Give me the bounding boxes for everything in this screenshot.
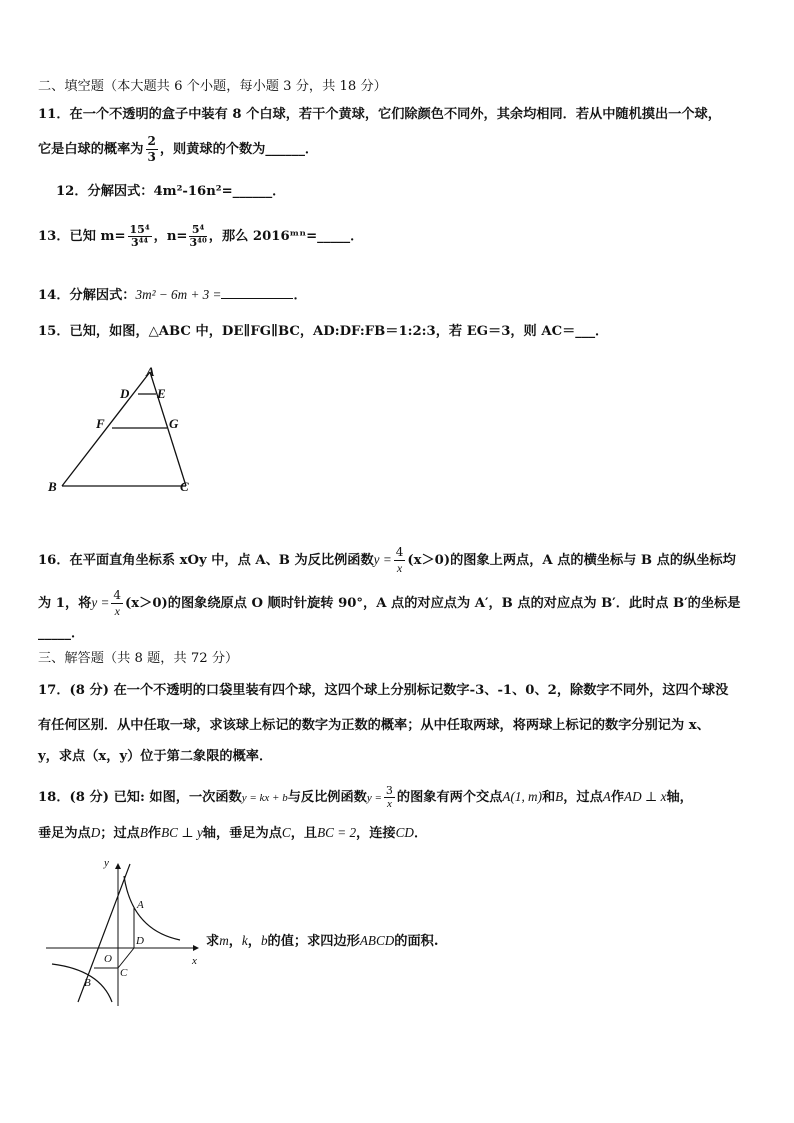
- hyperbola-branch-1: [124, 876, 180, 940]
- q18-point-a: A(1, m): [502, 789, 542, 804]
- q18-line1: [38, 785, 693, 810]
- label-b: B: [84, 977, 91, 989]
- label-g: G: [169, 416, 179, 431]
- label-f: F: [96, 416, 105, 431]
- q13-n-fraction: [189, 224, 206, 249]
- q18-var-b: b: [260, 933, 268, 948]
- q16-frac-num-2: 4: [113, 588, 122, 602]
- q16-fraction: [394, 545, 406, 576]
- q11-frac-den: 3: [147, 150, 156, 164]
- q16-line2-pre: 为 1，将: [38, 596, 92, 611]
- q18-line2-mid5: ，连接: [356, 826, 396, 841]
- q18-point-c: C: [281, 825, 291, 840]
- q18-line2-mid3: 轴，垂足为点: [202, 826, 282, 841]
- q18-ad-perp: AD ⊥ x: [624, 789, 667, 804]
- q18-task-mid: 的值；求四边形: [267, 934, 360, 949]
- q18-line2-pre: 垂足为点: [38, 826, 91, 841]
- q13-m-fraction: [128, 224, 152, 249]
- q13-post: ，那么 2016ᵐⁿ=_____．: [208, 229, 364, 244]
- q18-point-b: B: [555, 789, 564, 804]
- section-3-title: 三、解答题（共 8 题，共 72 分）: [38, 651, 239, 666]
- q13-n-num: 5⁴: [189, 224, 206, 237]
- q16-line1-post: (x＞0)的图象上两点，A 点的横坐标与 B 点的纵坐标均: [407, 553, 736, 568]
- q18-bc-eq: BC = 2: [317, 825, 357, 840]
- q16-y-eq: y =: [373, 552, 392, 567]
- q13-m-num: 15⁴: [129, 223, 150, 236]
- q18-frac-den: x: [386, 798, 392, 810]
- q18-line2-end: ．: [413, 826, 428, 841]
- q13-pre: 13．已知 m=: [38, 229, 126, 244]
- q18-line1-mid5: 作: [610, 790, 625, 805]
- q18-point-a-2: A: [602, 789, 611, 804]
- q18-task-end: 的面积.: [394, 934, 439, 949]
- hyperbola-branch-3: [52, 964, 112, 1002]
- q18-cd: CD: [395, 825, 414, 840]
- q18-frac-num: 3: [385, 784, 393, 797]
- q18-sep2: ，: [247, 934, 261, 949]
- q18-line1-pre: 18．(8 分) 已知: 如图，一次函数: [38, 790, 242, 805]
- q18-line2-mid2: 作: [147, 826, 162, 841]
- q16-line2-post: (x＞0)的图象绕原点 O 顺时针旋转 90°，A 点的对应点为 A′，B 点的对应点为 B′．此时点 B′的坐标是: [125, 596, 741, 611]
- q18-y-eq: y =: [366, 792, 382, 804]
- label-x: x: [192, 955, 197, 967]
- q18-bc-perp: BC ⊥ y: [161, 825, 203, 840]
- q18-point-d: D: [90, 825, 101, 840]
- edge-ac: [150, 372, 186, 486]
- q16-frac-num: 4: [395, 545, 404, 559]
- label-o: O: [104, 953, 112, 965]
- label-a: A: [137, 899, 144, 911]
- q14-blank: [221, 286, 293, 299]
- q18-task-pre: 求: [206, 934, 220, 949]
- q18-linear-fn: y = kx + b: [241, 792, 288, 804]
- q14-post: ．: [293, 288, 307, 303]
- q18-line2-mid: ；过点: [100, 826, 140, 841]
- q18-task: [206, 932, 438, 951]
- q18-fraction: [384, 785, 395, 810]
- q15-triangle-figure: [40, 362, 220, 502]
- q15-text: 15．已知，如图，△ABC 中，DE∥FG∥BC，AD:DF:FB＝1:2:3，若 EG＝3，则 AC＝___．: [38, 324, 609, 339]
- q18-coordinate-figure: [42, 852, 212, 1012]
- label-e: E: [157, 386, 166, 401]
- q17-line2: 有任何区别．从中任取一球，求该球上标记的数字为正数的概率；从中任取两球，将两球上标记的数字分别记为 x、: [38, 718, 710, 733]
- segment-cd: [118, 948, 134, 968]
- q18-var-k: k: [241, 933, 248, 948]
- q16-y-eq-2: y =: [91, 595, 110, 610]
- q17-line3: y，求点（x，y）位于第二象限的概率．: [38, 749, 273, 764]
- q16-frac-den: x: [396, 561, 403, 575]
- q18-line1-mid3: 和: [541, 790, 556, 805]
- q18-line1-mid2: 的图象有两个交点: [396, 790, 503, 805]
- q16-frac-den-2: x: [114, 604, 120, 618]
- q18-line1-end: 轴，: [666, 790, 693, 805]
- q14-pre: 14．分解因式：: [38, 288, 136, 303]
- q11-text-pre: 它是白球的概率为: [38, 142, 144, 157]
- label-y: y: [104, 857, 109, 869]
- q14-expr: 3m² − 6m + 3 =: [135, 287, 222, 302]
- q14-line: [38, 286, 307, 305]
- q16-line1: [38, 545, 736, 576]
- q18-abcd: ABCD: [359, 933, 395, 948]
- label-a: A: [146, 364, 155, 379]
- q13-n-den: 3⁴⁰: [189, 236, 207, 249]
- edge-ab: [62, 372, 150, 486]
- q11-fraction: [146, 134, 158, 165]
- q18-line1-mid4: ，过点: [563, 790, 603, 805]
- q11-line1: 11．在一个不透明的盒子中装有 8 个白球，若干个黄球，它们除颜色不同外，其余均相同．若从中随机摸出一个球，: [38, 107, 721, 122]
- q16-line1-pre: 16．在平面直角坐标系 xOy 中，点 A、B 为反比例函数: [38, 553, 374, 568]
- q11-line2: [38, 134, 318, 165]
- q12-text: 12．分解因式：4m²-16n²=______．: [56, 184, 286, 199]
- q13-m-den: 3⁴⁴: [130, 236, 149, 249]
- q16-line3: _____．: [38, 626, 85, 641]
- q18-sep1: ，: [228, 934, 242, 949]
- label-d: D: [120, 386, 130, 401]
- q18-var-m: m: [219, 933, 229, 948]
- label-c: C: [180, 479, 189, 494]
- label-c: C: [120, 967, 128, 979]
- q17-line1: 17．(8 分) 在一个不透明的口袋里装有四个球，这四个球上分别标记数字-3、-1、0、2，除数字不同外，这四个球没: [38, 683, 729, 698]
- q13-mid: ，n=: [153, 229, 188, 244]
- label-d: D: [136, 935, 144, 947]
- section-2-title: 二、填空题（本大题共 6 个小题，每小题 3 分，共 18 分）: [38, 79, 387, 94]
- label-b: B: [48, 479, 57, 494]
- q18-line1-mid: 与反比例函数: [287, 790, 367, 805]
- q11-frac-num: 2: [147, 134, 156, 148]
- q11-text-post: ，则黄球的个数为______．: [159, 142, 319, 157]
- q13-line: [38, 224, 363, 249]
- q16-line2: [38, 588, 740, 619]
- q18-line2-mid4: ，且: [290, 826, 318, 841]
- q18-point-b-2: B: [139, 825, 148, 840]
- q18-line2: [38, 824, 427, 843]
- q16-fraction-2: [111, 588, 123, 619]
